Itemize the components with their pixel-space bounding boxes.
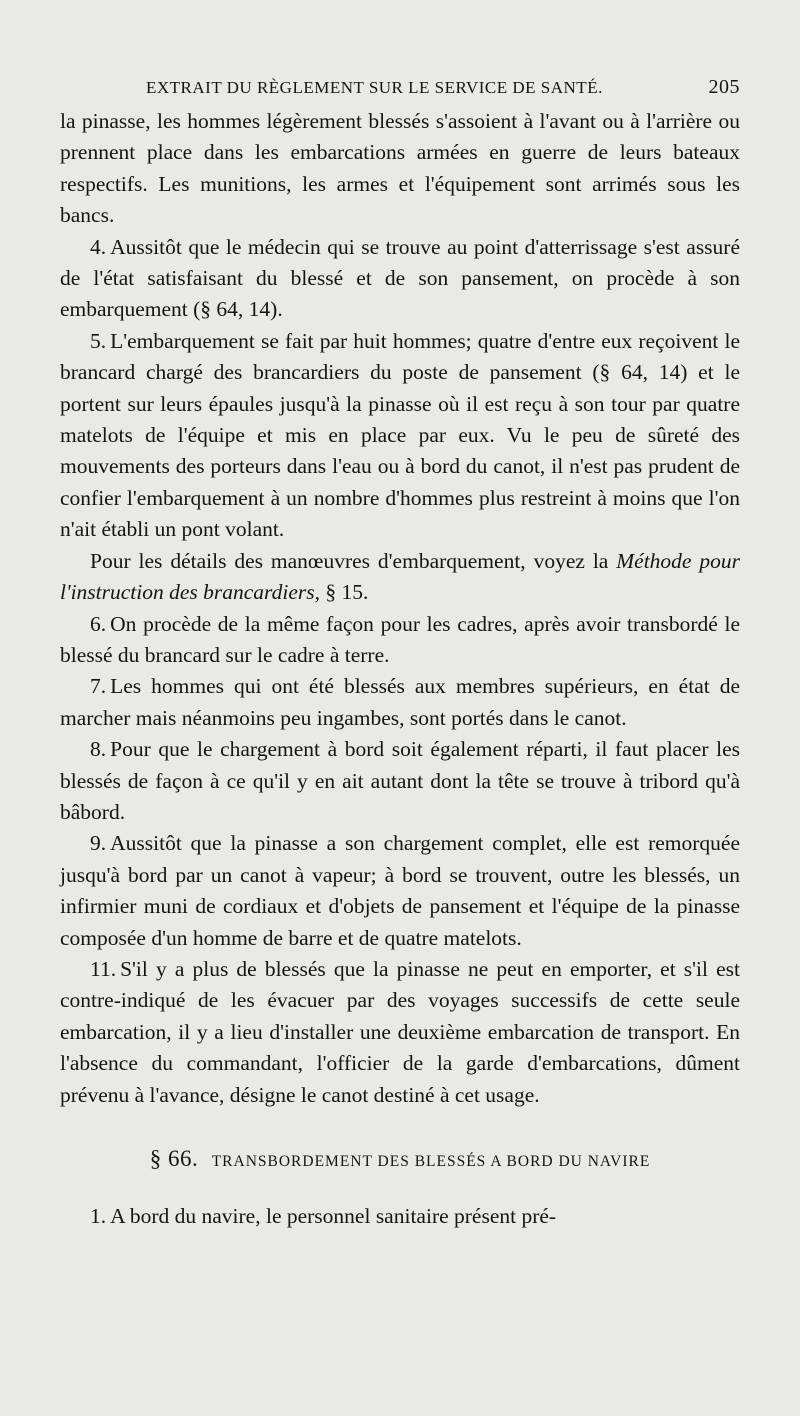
paragraph-number: 8. (90, 737, 107, 762)
running-title: EXTRAIT DU RÈGLEMENT SUR LE SERVICE DE SANTÉ. (146, 78, 603, 97)
paragraph (60, 232, 740, 326)
paragraph-text: la pinasse, les hommes légèrement blessés s'assoient à l'avant ou à l'arrière ou prennent place dans les embarcations armées en guerre de leurs bateaux respectifs. Les munitions, les armes et l'équipement sont arrimés sous les bancs. (60, 109, 740, 228)
paragraph-text: On procède de la même façon pour les cadres, après avoir transbordé le blessé du brancard sur le cadre à terre. (60, 611, 740, 667)
paragraph-text: Pour les détails des manœuvres d'embarquement, voyez la (90, 548, 609, 573)
paragraph (60, 671, 740, 734)
paragraph (60, 546, 740, 609)
paragraph (60, 954, 740, 1111)
paragraph-text: Aussitôt que la pinasse a son chargement complet, elle est remorquée jusqu'à bord par un canot à vapeur; à bord se trouvent, outre les blessés, un infirmier muni de cordiaux et d'objets de pansement et l'équipe de la pinasse composée d'un homme de barre et de quatre matelots. (60, 831, 740, 950)
paragraph (60, 734, 740, 828)
section-label: § 66. (149, 1146, 199, 1171)
paragraph-text: A bord du navire, le personnel sanitaire présent pré- (110, 1204, 557, 1229)
paragraph-text: Pour que le chargement à bord soit également réparti, il faut placer les blessés de façon à ce qu'il y en ait autant dont la tête se trouve à tribord qu'à bâbord. (60, 737, 740, 824)
paragraph-text: S'il y a plus de blessés que la pinasse ne peut en emporter, et s'il est contre-indiqué de les évacuer par des voyages successifs de cette seule embarcation, il y a lieu d'installer une deuxième embarcation de transport. En l'absence du commandant, l'officier de la garde d'embarcations, dûment prévenu à l'avance, désigne le canot destiné à cet usage. (60, 956, 740, 1107)
paragraph-text: Les hommes qui ont été blessés aux membres supérieurs, en état de marcher mais néanmoins peu ingambes, sont portés dans le canot. (60, 674, 740, 730)
body-text (60, 106, 740, 1233)
paragraph-number: 1. (90, 1204, 107, 1229)
book-title-reference: Méthode pour l'instruction des brancardiers, (60, 548, 740, 605)
paragraph-text: Aussitôt que le médecin qui se trouve au point d'atterrissage s'est assuré de l'état satisfaisant du blessé et de son pansement, on procède à son embarquement (§ 64, 14). (60, 234, 740, 322)
paragraph-number: 11. (90, 956, 117, 981)
paragraph (60, 828, 740, 954)
section-reference: § 15. (325, 580, 369, 605)
paragraph-number: 5. (90, 328, 107, 353)
section-title: TRANSBORDEMENT DES BLESSÉS A BORD DU NAVIRE (211, 1153, 651, 1170)
paragraph (60, 609, 740, 672)
paragraph (60, 1201, 740, 1232)
paragraph-number: 7. (90, 674, 107, 699)
running-head (146, 76, 740, 106)
paragraph-number: 6. (90, 611, 107, 636)
paragraph (60, 106, 740, 232)
paragraph-number: 4. (90, 234, 107, 259)
paragraph-number: 9. (90, 831, 107, 856)
paragraph (60, 326, 740, 546)
section-heading (60, 1143, 740, 1177)
paragraph-text: L'embarquement se fait par huit hommes; quatre d'entre eux reçoivent le brancard chargé des brancardiers du poste de pansement (§ 64, 14) et le portent sur leurs épaules jusqu'à la pinasse où il est reçu à son tour par quatre matelots de l'équipe et mis en place par eux. Vu le peu de sûreté des mouvements des porteurs dans l'eau ou à bord du canot, il n'est pas prudent de confier l'embarquement à un nombre d'hommes plus restreint à moins que l'on n'ait établi un pont volant. (60, 328, 740, 542)
page-number: 205 (708, 76, 740, 98)
